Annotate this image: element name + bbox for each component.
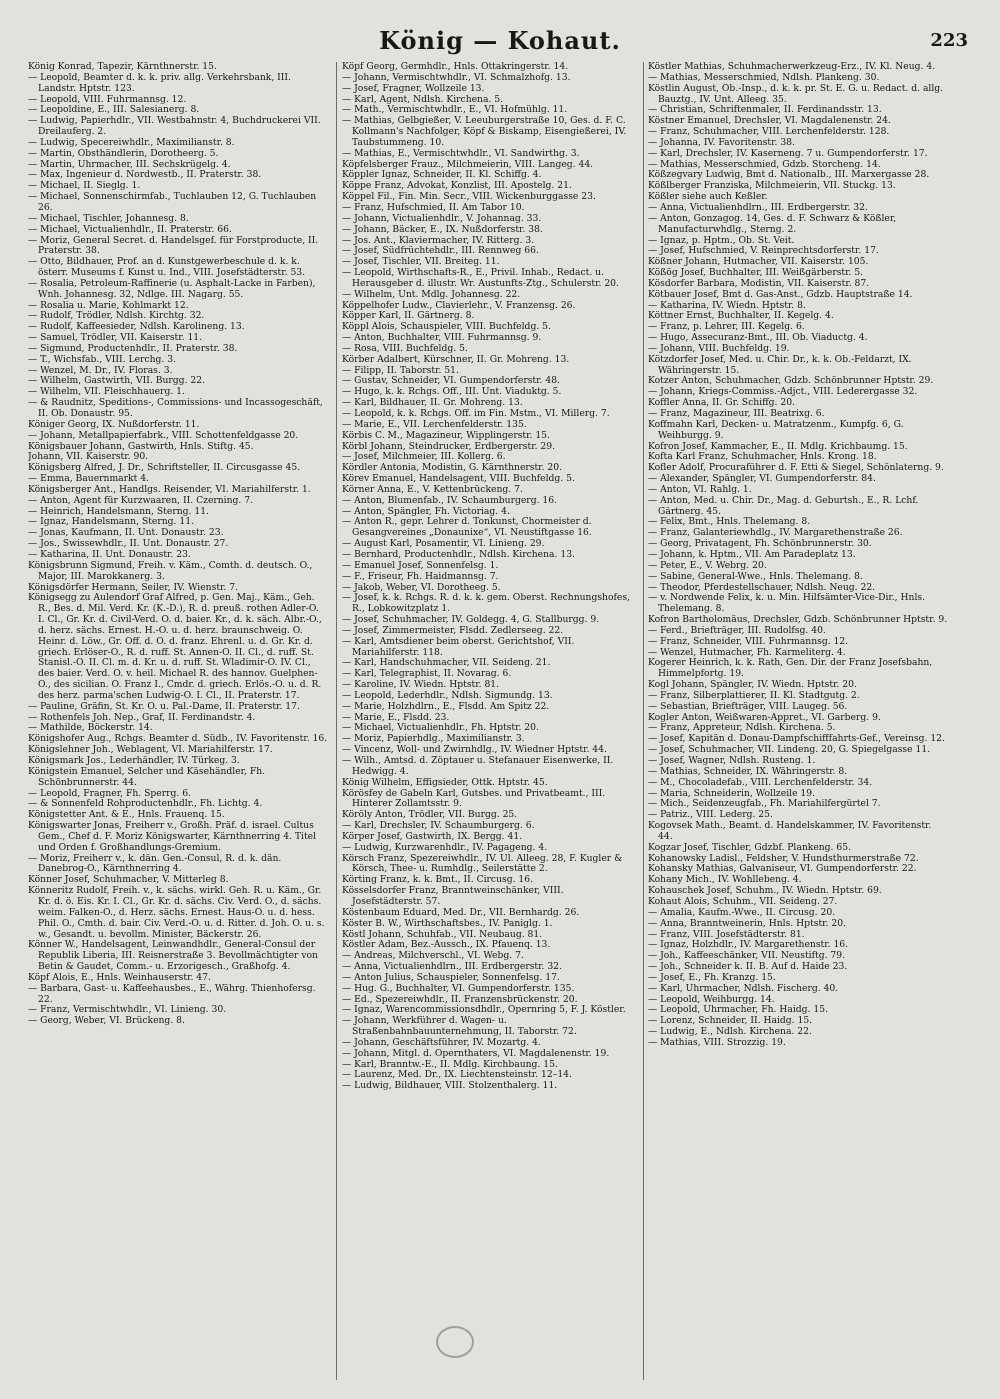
directory-entry: — Michael, II. Sieglg. 1. xyxy=(28,180,141,192)
directory-entry: — Josef, Schuhmacher, VII. Lindeng. 20, G. Spiegelgasse 11. xyxy=(648,744,931,756)
directory-entry: Königsberger Ant., Handlgs. Reisender, VI. Mariahilferstr. 1. xyxy=(28,483,311,495)
directory-entry: Kofron Josef, Kammacher, E., II. Mdlg. Krichbaumg. 15. xyxy=(648,440,908,452)
directory-entry: — Christian, Schriftenmaler, II. Ferdinandsstr. 13. xyxy=(648,104,882,116)
directory-entry: — Jos. Ant., Klaviermacher, IV. Ritterg. 3. xyxy=(342,234,535,246)
directory-entry: — Mathias, Messerschmied, Gdzb. Storcheng. 14. xyxy=(648,158,881,170)
directory-entry: Köpper Karl, II. Gärtnerg. 8. xyxy=(342,310,475,322)
directory-entry: Könneritz Rudolf, Freih. v., k. sächs. wirkl. Geh. R. u. Käm., Gr. Kr. d. ö. Eis. Kr. I. Cl., Gr. Kr. d. sächs. Civ. Verd. O., d. sächs. weim. Falken-O., d. Herz. sächs. Ernest. Haus-O. u. d. hess. Phil. O., Cmth. d. bair. Civ. Verd.-O. u. d. Ritter. d. Joh. O. u. s. w., Gesandt. u. bevollm. Minister, Bäckerstr. 26. xyxy=(28,885,325,940)
page-header xyxy=(0,26,1000,56)
directory-entry: — Karl, Handschuhmacher, VII. Seideng. 21. xyxy=(342,657,551,669)
directory-entry: — Moriz, Papierhdlg., Maximilianstr. 3. xyxy=(342,733,525,745)
directory-entry: — Wilh., Amtsd. d. Zöptauer u. Stefanauer Eisenwerke, II. Hedwigg. 4. xyxy=(342,755,614,777)
directory-entry: Kösselsdorfer Franz, Branntweinschänker, VIII. Josefstädterstr. 57. xyxy=(342,885,564,907)
directory-entry: Köppl Alois, Schauspieler, VIII. Buchfeldg. 5. xyxy=(342,321,551,333)
directory-entry: — Anna, Branntweinerin, Hnls. Hptstr. 20. xyxy=(648,917,846,929)
directory-entry: Köppler Ignaz, Schneider, II. Kl. Schiffg. 4. xyxy=(342,169,542,181)
directory-entry: — M., Chocoladefab., VIII. Lerchenfelderstr. 34. xyxy=(648,776,873,788)
directory-entry: — Wilhelm, Unt. Mdlg. Johannesg. 22. xyxy=(342,288,521,300)
directory-entry: — Wilhelm, VII. Fleischhauerg. 1. xyxy=(28,386,185,398)
column-divider xyxy=(336,62,337,1380)
directory-entry: — Franz, Schneider, VIII. Fuhrmannsg. 12. xyxy=(648,635,849,647)
directory-entry: — Ed., Spezereiwhdlr., II. Franzensbrückenstr. 20. xyxy=(342,993,578,1005)
directory-entry: — Jonas, Kaufmann, II. Unt. Donaustr. 23. xyxy=(28,527,224,539)
directory-entry: — Anton Julius, Schauspieler, Sonnenfelsg. 17. xyxy=(342,971,560,983)
directory-entry: — Mathias, Schneider, IX. Währingerstr. 8. xyxy=(648,765,848,777)
directory-entry: — Anton, Blumenfab., IV. Schaumburgerg. 16. xyxy=(342,494,558,506)
directory-entry: Kogl Johann, Spängler, IV. Wiedn. Hptstr. 20. xyxy=(648,679,857,691)
directory-entry: Königsmark Jos., Lederhändler, IV. Türkeg. 3. xyxy=(28,755,240,766)
directory-entry: — Moriz, General Secret. d. Handelsgef. für Forstproducte, II. Praterstr. 38. xyxy=(28,234,319,257)
directory-entry: — Ludwig, Papierhdlr., VII. Westbahnstr. 4, Buchdruckerei VII. Dreilauferg. 2. xyxy=(28,115,321,138)
directory-entry: — Emma, Bauernmarkt 4. xyxy=(28,473,149,485)
directory-entry: — Sabine, General-Wwe., Hnls. Thelemang. 8. xyxy=(648,570,863,582)
directory-entry: — August Karl, Posamentir, VI. Linieng. 29. xyxy=(342,538,545,550)
directory-entry: Körner Anna, E., V. Kettenbrückeng. 7. xyxy=(342,483,523,495)
directory-entry: — Karl, Telegraphist, II. Novarag. 6. xyxy=(342,668,512,680)
directory-entry: Kotzer Anton, Schuhmacher, Gdzb. Schönbrunner Hptstr. 29. xyxy=(648,375,934,387)
directory-entry: Kohaut Alois, Schuhm., VII. Seideng. 27. xyxy=(648,895,838,907)
directory-entry: — Josef, Milchmeier, III. Kollerg. 6. xyxy=(342,451,506,463)
directory-entry: — Leopold, Lederhdlr., Ndlsh. Sigmundg. 13. xyxy=(342,689,553,701)
directory-entry: — Ignaz, Handelsmann, Sterng. 11. xyxy=(28,516,195,528)
directory-entry: — Rudolf, Trödler, Ndlsh. Kirchtg. 32. xyxy=(28,310,205,322)
directory-entry: Königsberg Alfred, J. Dr., Schriftsteller, II. Circusgasse 45. xyxy=(28,462,301,474)
directory-entry: — Johann, VIII. Buchfeldg. 19. xyxy=(648,342,790,354)
directory-entry: — Mathias, Messerschmied, Ndlsh. Plankeng. 30. xyxy=(648,71,880,83)
directory-entry: — Karl, Drechsler, IV. Kaserneng. 7 u. Gumpendorferstr. 17. xyxy=(648,147,928,159)
directory-entry: — Georg, Privatagent, Fh. Schönbrunnerstr. 30. xyxy=(648,538,872,550)
directory-entry: — Michael, Victualienhdlr., II. Praterstr. 66. xyxy=(28,223,232,235)
directory-entry: — Hugo, k. k. Rchgs. Off., III. Unt. Viaduktg. 5. xyxy=(342,386,562,398)
directory-entry: Köstlin August, Ob.-Insp., d. k. k. pr. St. E. G. u. Redact. d. allg. Bauztg., IV. Unt. Alleeg. 35. xyxy=(648,82,944,105)
directory-entry: — Josef, E., Fh. Kranzg. 15. xyxy=(648,971,776,983)
directory-entry: — Leopold, Uhrmacher, Fh. Haidg. 15. xyxy=(648,1004,828,1016)
directory-entry: Königer Georg, IX. Nußdorferstr. 11. xyxy=(28,418,200,430)
directory-entry: — T., Wichsfab., VIII. Lerchg. 3. xyxy=(28,353,177,365)
directory-entry: Köpf Georg, Germhdlr., Hnls. Ottakringerstr. 14. xyxy=(342,62,569,72)
directory-entry: Königsdörfer Hermann, Seiler, IV. Wienstr. 7. xyxy=(28,581,238,593)
directory-entry: König Wilhelm, Effigsieder, Ottk. Hptstr. 45. xyxy=(342,776,548,788)
directory-entry: — Anton R., gepr. Lehrer d. Tonkunst, Chormeister d. Gesangvereines „Donaunixe“, VI. Neustiftgasse 16. xyxy=(342,516,592,539)
directory-entry: — Ferd., Briefträger, III. Rudolfsg. 40. xyxy=(648,624,826,636)
directory-entry: — Johann, Victualienhdlr., V. Johannag. 33. xyxy=(342,212,542,224)
directory-entry: Kördler Antonia, Modistin, G. Kärnthnerstr. 20. xyxy=(342,462,563,474)
directory-entry: — Rudolf, Kaffeesieder, Ndlsh. Karolineng. 13. xyxy=(28,321,245,333)
directory-entry: Könner Josef, Schuhmacher, V. Mitterleg 8. xyxy=(28,874,229,886)
directory-entry: — Franz, Galanteriewhdlg., IV. Margarethenstraße 26. xyxy=(648,527,903,539)
directory-entry: — Math., Vermischtwhdlr., E., VI. Hofmühlg. 11. xyxy=(342,104,568,116)
directory-entry: Königslehner Joh., Weblagent, VI. Mariahilferstr. 17. xyxy=(28,744,273,756)
directory-entry: — Franz, VIII. Josefstädterstr. 81. xyxy=(648,928,805,940)
directory-entry: — Leopoldine, E., III. Salesianerg. 8. xyxy=(28,104,200,116)
directory-entry: — Johann, Geschäftsführer, IV. Mozartg. 4. xyxy=(342,1036,541,1048)
directory-entry: — F., Friseur, Fh. Haidmannsg. 7. xyxy=(342,570,499,582)
directory-entry: Körting Franz, k. k. Bmt., II. Circusg. 16. xyxy=(342,874,534,886)
directory-entry: Köppe Franz, Advokat, Konzlist, III. Apostelg. 21. xyxy=(342,180,572,192)
directory-entry: — Mathias, E., Vermischtwhdlr., VI. Sandwirthg. 3. xyxy=(342,147,580,159)
directory-entry: — Michael, Sonnenschirmfab., Tuchlauben 12, G. Tuchlauben 26. xyxy=(28,191,317,213)
directory-entry: Königshofer Aug., Rchgs. Beamter d. Südb., IV. Favoritenstr. 16. xyxy=(28,733,328,745)
directory-entry: Kötbauer Josef, Bmt d. Gas-Anst., Gdzb. Hauptstraße 14. xyxy=(648,288,913,300)
directory-entry: Königsbrunn Sigmund, Freih. v. Käm., Comth. d. deutsch. O., Major, III. Marokkanerg. 3. xyxy=(28,559,313,582)
directory-entry: Koffmahn Karl, Decken- u. Matratzenm., Kumpfg. 6, G. Weihburgg. 9. xyxy=(648,418,904,441)
directory-entry: — Anton, Spängler, Fh. Victoriag. 4. xyxy=(342,505,510,517)
directory-entry: — Josef, Kapitän d. Donau-Dampfschifffahrts-Gef., Vereinsg. 12. xyxy=(648,733,945,745)
directory-entry: Köstenbaum Eduard, Med. Dr., VII. Bernhardg. 26. xyxy=(342,906,580,918)
directory-entry: — Samuel, Trödler, VII. Kaiserstr. 11. xyxy=(28,332,203,344)
directory-entry: Kogzar Josef, Tischler, Gdzbf. Plankeng. 65. xyxy=(648,841,852,853)
directory-entry: — Mathias, Gelbgießer, V. Leeuburgerstraße 10, Ges. d. F. C. Kollmann's Nachfolger, Köpf & Biskamp, Eisengießerei, IV. Taubstummeng. 10. xyxy=(342,115,627,148)
directory-entry: — Karl, Branntw.-E., II. Mdlg. Kirchbaung. 15. xyxy=(342,1058,558,1070)
directory-entry: Körösfey de Gabeln Karl, Gutsbes. und Privatbeamt., III. Hinterer Zollamtsstr. 9. xyxy=(342,787,606,810)
directory-entry: — Mich., Seidenzeugfab., Fh. Mariahilfergürtel 7. xyxy=(648,798,881,810)
directory-entry: Körsch Franz, Spezereiwhdlr., IV. Ul. Alleeg. 28, F. Kugler & Körsch, Thee- u. Rumhdlg., Seilerstätte 2. xyxy=(342,852,623,875)
directory-entry: Kofler Adolf, Procuraführer d. F. Etti & Siegel, Schönlaterng. 9. xyxy=(648,462,944,474)
directory-entry: — Anton, Med. u. Chir. Dr., Mag. d. Geburtsh., E., R. Lchf. Gärtnerg. 45. xyxy=(648,494,919,517)
column-divider xyxy=(643,62,644,1380)
directory-entry: — Anton, VI. Rahlg. 1. xyxy=(648,483,752,495)
directory-entry: — & Sonnenfeld Rohproductenhdlr., Fh. Lichtg. 4. xyxy=(28,798,263,810)
directory-entry: — Ignaz, p. Hptm., Ob. St. Veit. xyxy=(648,234,795,246)
directory-entry: — Karl, Uhrmacher, Ndlsh. Fischerg. 40. xyxy=(648,982,839,994)
directory-entry: — Leopold, Weihburgg. 14. xyxy=(648,993,775,1005)
directory-entry: — Patriz., VIII. Lederg. 25. xyxy=(648,809,773,821)
directory-entry: Köröly Anton, Trödler, VII. Burgg. 25. xyxy=(342,809,518,821)
directory-column-2 xyxy=(342,62,637,1392)
directory-entry: — Karl, Drechsler, IV. Schaumburgerg. 6. xyxy=(342,820,535,832)
page-number: 223 xyxy=(930,30,968,51)
directory-entry: — Josef, Wagner, Ndlsh. Rusteng. 1. xyxy=(648,755,816,766)
directory-entry: — Lorenz, Schneider, II. Haidg. 15. xyxy=(648,1015,813,1027)
directory-entry: — Amalia, Kaufm.-Wwe., II. Circusg. 20. xyxy=(648,906,836,918)
directory-entry: Köpfelsberger Frauz., Milchmeierin, VIII. Langeg. 44. xyxy=(342,158,594,170)
directory-entry: Kößög Josef, Buchhalter, III. Weißgärberstr. 5. xyxy=(648,267,864,279)
directory-entry: — Josef, Fragner, Wollzeile 13. xyxy=(342,82,485,94)
directory-entry: — Ignaz, Holzhdlr., IV. Margarethenstr. 16. xyxy=(648,939,849,951)
directory-entry: — Sebastian, Briefträger, VIII. Laugeg. 56. xyxy=(648,700,848,712)
directory-entry: Königswarter Jonas, Freiherr v., Großh. Präf. d. israel. Cultus Gem., Chef d. F. Moriz Königswarter, Kärnthnerring 4. Titel und Orden f. Großhandlungs-Gremium. xyxy=(28,820,317,853)
directory-entry: Kößlberger Franziska, Milchmeierin, VII. Stuckg. 13. xyxy=(648,180,896,192)
directory-entry: Königstetter Ant. & E., Hnls. Frauenq. 15. xyxy=(28,809,225,821)
directory-entry: Körbl Johann, Steindrucker, Erdbergerstr. 29. xyxy=(342,440,556,452)
directory-entry: — Johann, Mitgl. d. Opernthaters, VI. Magdalenenstr. 19. xyxy=(342,1047,610,1059)
directory-entry: — Ludwig, Bildhauer, VIII. Stolzenthalerg. 11. xyxy=(342,1080,558,1092)
directory-entry: — Maria, Schneiderin, Wollzeile 19. xyxy=(648,787,816,799)
directory-entry: Könner W., Handelsagent, Leinwandhdlr., General-Consul der Republik Liberia, III. Reisnerstraße 3. Bevollmächtigter von Betin & Gaudet, Comm.- u. Erzorigesch., Graßhofg. 4. xyxy=(28,939,318,973)
directory-entry: — Hug. G., Buchhalter, VI. Gumpendorferstr. 135. xyxy=(342,982,575,994)
directory-entry: Johann, VII. Kaiserstr. 90. xyxy=(28,451,149,463)
directory-entry: — Anton, Agent für Kurzwaaren, II. Czerning. 7. xyxy=(28,494,254,506)
directory-entry: — Anna, Victualienhdlrn., III. Erdbergerstr. 32. xyxy=(342,961,562,973)
directory-entry: — Leopold, Wirthschafts-R., E., Privil. Inhab., Redact. u. Herausgeber d. illustr. Wr. Austunfts-Ztg., Schulerstr. 20. xyxy=(342,267,619,289)
directory-entry: — Martin, Obsthändlerin, Dorotheerg. 5. xyxy=(28,147,219,159)
directory-entry: Köpf Alois, E., Hnls. Weinhauserstr. 47. xyxy=(28,971,211,983)
directory-entry: — Emanuel Josef, Sonnenfelsg. 1. xyxy=(342,559,499,571)
directory-entry: — Anton, Gonzagog. 14, Ges. d. F. Schwarz & Kößler, Manufacturwhdlg., Sterng. 2. xyxy=(648,212,897,235)
directory-entry: Köstler Mathias, Schuhmacherwerkzeug-Erz., IV. Kl. Neug. 4. xyxy=(648,62,936,72)
directory-entry: — Max, Ingenieur d. Nordwestb., II. Praterstr. 38. xyxy=(28,169,262,181)
directory-entry: — Karl, Amtsdiener beim oberst. Gerichtshof, VII. Mariahilferstr. 118. xyxy=(342,635,575,658)
directory-entry: — Ludwig, E., Ndlsh. Kirchena. 22. xyxy=(648,1026,812,1038)
directory-entry: König Konrad, Tapezir, Kärnthnerstr. 15. xyxy=(28,62,217,72)
directory-column-1 xyxy=(28,62,328,1392)
directory-entry: — Barbara, Gast- u. Kaffeehausbes., E., Währg. Thienhofersg. 22. xyxy=(28,982,316,1005)
directory-entry: — Pauline, Gräfin, St. Kr. O. u. Pal.-Dame, II. Praterstr. 17. xyxy=(28,700,300,712)
directory-entry: — Johanna, IV. Favoritenstr. 38. xyxy=(648,136,795,148)
directory-entry: — Otto, Bildhauer, Prof. an d. Kunstgewerbeschule d. k. k. österr. Museums f. Kunst u. Ind., VIII. Josefstädterstr. 53. xyxy=(28,256,306,279)
directory-entry: — Rosalia u. Marie, Kohlmarkt 12. xyxy=(28,299,189,311)
directory-entry: — Johann, Kriegs-Commiss.-Adjct., VIII. Lederergasse 32. xyxy=(648,386,918,398)
directory-entry: — Karl, Bildhauer, II. Gr. Mohreng. 13. xyxy=(342,397,523,409)
directory-entry: — Johann, Bäcker, E., IX. Nußdorferstr. 38. xyxy=(342,223,543,235)
directory-entry: — Johann, Metallpapierfabrk., VIII. Schottenfeldgasse 20. xyxy=(28,429,299,441)
directory-entry: — Hugo, Assecuranz-Bmt., III. Ob. Viaductg. 4. xyxy=(648,332,868,344)
directory-entry: — Michael, Victualienhdlr., Fh. Hptstr. 20. xyxy=(342,722,539,734)
directory-entry: — Marie, E., Flsdd. 23. xyxy=(342,711,450,723)
directory-entry: — Ludwig, Specereiwhdlr., Maximilianstr. 8. xyxy=(28,136,235,148)
directory-entry: — Josef, Südfrüchtehdlr., III. Rennweg 66. xyxy=(342,245,539,257)
directory-entry: Köstner Emanuel, Drechsler, VI. Magdalenenstr. 24. xyxy=(648,115,891,127)
directory-entry: — Johann, Vermischtwhdlr., VI. Schmalzhofg. 13. xyxy=(342,71,571,83)
directory-entry: — Josef, Schuhmacher, IV. Goldegg. 4, G. Stallburgg. 9. xyxy=(342,614,600,626)
directory-entry: Köster B. W., Wirthschaftsbes., IV. Paniglg. 1. xyxy=(342,917,553,929)
directory-entry: Körber Adalbert, Kürschner, II. Gr. Mohreng. 13. xyxy=(342,353,570,365)
directory-entry: Kofta Karl Franz, Schuhmacher, Hnls. Krong. 18. xyxy=(648,451,877,463)
directory-entry: — Ludwig, Kurzwarenhdlr., IV. Pagageng. 4. xyxy=(342,841,548,853)
directory-entry: — Heinrich, Handelsmann, Sterng. 11. xyxy=(28,505,209,517)
directory-entry: — Sigmund, Productenhdlr., II. Praterstr. 38. xyxy=(28,342,238,354)
directory-entry: — Andreas, Milchverschl., VI. Webg. 7. xyxy=(342,950,524,962)
directory-entry: — Rosalia, Petroleum-Raffinerie (u. Asphalt-Lacke in Farben), Wnh. Johannesg. 32, Ndlge. III. Nagarg. 55. xyxy=(28,277,316,300)
directory-entry: Kohanowsky Ladisl., Feldsher, V. Hundsthurmerstraße 72. xyxy=(648,852,919,864)
directory-entry: — Josef, Zimmermeister, Flsdd. Zedlerseeg. 22. xyxy=(342,624,564,636)
directory-entry: — Jakob, Weber, VI. Dorotheeg. 5. xyxy=(342,581,501,593)
directory-entry: Kohany Mich., IV. Wohllebeng. 4. xyxy=(648,874,802,886)
directory-entry: Kößner Johann, Hutmacher, VII. Kaiserstr. 105. xyxy=(648,256,869,268)
directory-entry: — Leopold, Beamter d. k. k. priv. allg. Verkehrsbank, III. Landstr. Hptstr. 123. xyxy=(28,71,291,94)
directory-entry: — Michael, Tischler, Johannesg. 8. xyxy=(28,212,189,224)
directory-entry: — Felix, Bmt., Hnls. Thelemang. 8. xyxy=(648,516,811,528)
directory-entry: — Johann, Werkführer d. Wagen- u. Straßenbahnbauunternehmung, II. Taborstr. 72. xyxy=(342,1015,577,1038)
directory-entry: — Rosa, VIII. Buchfeldg. 5. xyxy=(342,342,468,354)
directory-entry: — Franz, Silberplattierer, II. Kl. Stadtgutg. 2. xyxy=(648,689,860,701)
directory-entry: — v. Nordwende Felix, k. u. Min. Hilfsämter-Vice-Dir., Hnls. Thelemang. 8. xyxy=(648,592,926,615)
page-title: König — Kohaut. xyxy=(379,26,621,55)
directory-entry: Kohansky Mathias, Galvaniseur, VI. Gumpendorferstr. 22. xyxy=(648,863,917,875)
directory-entry: — Mathilde, Böckerstr. 14. xyxy=(28,722,153,734)
directory-entry: — Anton, Buchhalter, VIII. Fuhrmannsg. 9. xyxy=(342,332,542,344)
directory-entry: — Karl, Agent, Ndlsh. Kirchena. 5. xyxy=(342,93,504,105)
directory-entry: — Vincenz, Woll- und Zwirnhdlg., IV. Wiedner Hptstr. 44. xyxy=(342,744,607,756)
directory-entry: — Franz, Hufschmied, II. Am Tabor 10. xyxy=(342,201,525,213)
directory-entry: — Franz, Appreteur, Ndlsh. Kirchena. 5. xyxy=(648,722,836,734)
directory-entry: Koffler Anna, II. Gr. Schiffg. 20. xyxy=(648,397,795,409)
directory-entry: — Anna, Victualienhdlrn., III. Erdbergerstr. 32. xyxy=(648,201,868,213)
directory-entry: — Marie, Holzhdlrn., E., Flsdd. Am Spitz 22. xyxy=(342,700,550,712)
directory-entry: Körbis C. M., Magazineur, Wipplingerstr. 15. xyxy=(342,429,550,441)
directory-entry: — Wenzel, Hutmacher, Fh. Karmeliterg. 4. xyxy=(648,646,846,658)
directory-entry: — Mathias, VIII. Strozzig. 19. xyxy=(648,1036,786,1048)
directory-entry: — Bernhard, Productenhdlr., Ndlsh. Kirchena. 13. xyxy=(342,548,575,560)
directory-entry: Kösdorfer Barbara, Modistin, VII. Kaiserstr. 87. xyxy=(648,277,870,289)
directory-entry: — Franz, Magazineur, III. Beatrixg. 6. xyxy=(648,408,825,419)
library-stamp xyxy=(436,1326,474,1358)
directory-entry: — Martin, Uhrmacher, III. Sechskrügelg. 4. xyxy=(28,158,231,170)
directory-entry: Kofron Bartholomäus, Drechsler, Gdzb. Schönbrunner Hptstr. 9. xyxy=(648,614,948,626)
directory-entry: — Theodor, Pferdestellschauer, Ndlsh. Neug. 22. xyxy=(648,581,876,593)
directory-entry: Köppel Fil., Fin. Min. Secr., VIII. Wickenburggasse 23. xyxy=(342,191,596,203)
directory-entry: — Josef, Hufschmied, V. Reinprechtsdorferstr. 17. xyxy=(648,245,879,257)
directory-entry: — Franz, Vermischtwhdlr., VI. Linieng. 30. xyxy=(28,1004,227,1016)
directory-column-3 xyxy=(648,62,948,1392)
directory-entry: — Georg, Weber, VI. Brückeng. 8. xyxy=(28,1015,185,1027)
directory-entry: Köstler Adam, Bez.-Aussch., IX. Pfauenq. 13. xyxy=(342,939,551,951)
directory-entry: — Peter, E., V. Webrg. 20. xyxy=(648,559,767,571)
directory-entry: — & Raudnitz, Speditions-, Commissions- und Incassogeschäft, II. Ob. Donaustr. 95. xyxy=(28,397,323,419)
directory-entry: — Moriz, Freiherr v., k. dän. Gen.-Consul, R. d. k. dän. Danebrog-O., Kärnthnerring 4. xyxy=(28,852,282,875)
directory-entry: — Wilhelm, Gastwirth, VII. Burgg. 22. xyxy=(28,375,205,387)
directory-entry: — Joh., Schneider k. II. B. Auf d. Haide 23. xyxy=(648,961,848,973)
directory-entry: — Johann, k. Hptm., VII. Am Paradeplatz 13. xyxy=(648,548,856,560)
directory-entry: — Laurenz, Med. Dr., IX. Liechtensteinstr. 12–14. xyxy=(342,1069,572,1081)
directory-entry: Köttner Ernst, Buchhalter, II. Kegelg. 4. xyxy=(648,310,834,322)
directory-entry: — Katharina, IV. Wiedn. Hptstr. 8. xyxy=(648,299,806,311)
directory-entry: — Filipp, II. Taborstr. 51. xyxy=(342,364,459,376)
directory-entry: — Alexander, Spängler, VI. Gumpendorferstr. 84. xyxy=(648,473,876,485)
directory-entry: — Josef, Tischler, VII. Breiteg. 11. xyxy=(342,256,500,268)
directory-entry: — Joh., Kaffeeschänker, VII. Neustiftg. 79. xyxy=(648,950,846,962)
directory-entry: — Leopold, VIII. Fuhrmannsg. 12. xyxy=(28,93,187,105)
directory-entry: Kogler Anton, Weißwaren-Appret., VI. Garberg. 9. xyxy=(648,711,881,723)
directory-entry: Kößzegvary Ludwig, Bmt d. Nationalb., III. Marxergasse 28. xyxy=(648,169,930,181)
directory-entry: — Ignaz, Warencommissionsdhdlr., Opernring 5, F. J. Köstler. xyxy=(342,1004,626,1016)
directory-entry: — Katharina, II. Unt. Donaustr. 23. xyxy=(28,548,191,560)
directory-entry: Kößler siehe auch Keßler. xyxy=(648,191,768,203)
directory-entry: — Marie, E., VII. Lerchenfelderstr. 135. xyxy=(342,418,527,430)
directory-entry: — Jos., Swissewhdlr., II. Unt. Donaustr. 27. xyxy=(28,538,229,550)
directory-entry: — Rothenfels Joh. Nep., Graf, II. Ferdinandstr. 4. xyxy=(28,711,256,723)
directory-entry: — Wenzel, M. Dr., IV. Floras. 3. xyxy=(28,364,173,376)
directory-entry: Kogovsek Math., Beamt. d. Handelskammer, IV. Favoritenstr. 44. xyxy=(648,820,932,842)
directory-entry: Kohauschek Josef, Schuhm., IV. Wiedn. Hptstr. 69. xyxy=(648,885,882,897)
directory-entry: — Josef, k. k. Rchgs. R. d. k. k. gem. Oberst. Rechnungshofes, R., Lobkowitzplatz 1. xyxy=(342,592,630,615)
directory-entry: — Leopold, Fragner, Fh. Sperrg. 6. xyxy=(28,787,191,799)
directory-entry: Königsegg zu Aulendorf Graf Alfred, p. Gen. Maj., Käm., Geh. R., Bes. d. Mil. Verd. Kr. (K.-D.), R. d. preuß. rothen Adler-O. I. Cl., Gr. Kr. d. Civil-Verd. O. d. baier. Kr., d. k. säch. Albr.-O., d. herz. sächs. Ernest. H.-O. u. d. herz. braunschweig. O. Heinr. d. Löw., Gr. Off. d. O. d. franz. Ehrenl. u. d. Gr. Kr. d. griech. Erlöser-O., R. d. ruff. St. Annen-O. II. Cl., d. ruff. St. Stanisl.-O. II. Cl. m. d. Kr. u. d. ruff. St. Wladimir-O. IV. Cl., des baier. Verd. O. v. heil. Michael R. des hannov. Guelphen-O., des sicilian. O. Franz I., Cmdr. d. griech. Erlös.-O. u. d. R. des herz. parma'schen Ludwig-O. I. Cl., II. Praterstr. 17. xyxy=(28,592,322,701)
directory-entry: Kötzdorfer Josef, Med. u. Chir. Dr., k. k. Ob.-Feldarzt, IX. Währingerstr. 15. xyxy=(648,353,912,376)
directory-entry: Köppelhofer Ludw., Clavierlehr., V. Franzensg. 26. xyxy=(342,299,576,311)
directory-entry: — Gustav, Schneider, VI. Gumpendorferstr. 48. xyxy=(342,375,560,387)
directory-entry: Königstein Emanuel, Selcher und Käsehändler, Fh. Schönbrunnerstr. 44. xyxy=(28,765,266,788)
directory-entry: — Franz, Schuhmacher, VIII. Lerchenfelderstr. 128. xyxy=(648,126,890,138)
directory-entry: — Franz, p. Lehrer, III. Kegelg. 6. xyxy=(648,321,805,333)
directory-entry: Köstl Johann, Schuhfab., VII. Neubaug. 81. xyxy=(342,928,543,940)
directory-entry: Körper Josef, Gastwirth, IX. Bergg. 41. xyxy=(342,830,523,842)
directory-entry: — Leopold, k. k. Rchgs. Off. im Fin. Mstm., VI. Millerg. 7. xyxy=(342,408,610,419)
directory-entry: — Karoline, IV. Wiedn. Hptstr. 81. xyxy=(342,679,500,691)
directory-entry: Königsbauer Johann, Gastwirth, Hnls. Stiftg. 45. xyxy=(28,440,254,452)
directory-entry: Kogerer Heinrich, k. k. Rath, Gen. Dir. der Franz Josefsbahn, Himmelpfortg. 19. xyxy=(648,657,933,680)
directory-entry: Körev Emanuel, Handelsagent, VIII. Buchfeldg. 5. xyxy=(342,473,575,485)
